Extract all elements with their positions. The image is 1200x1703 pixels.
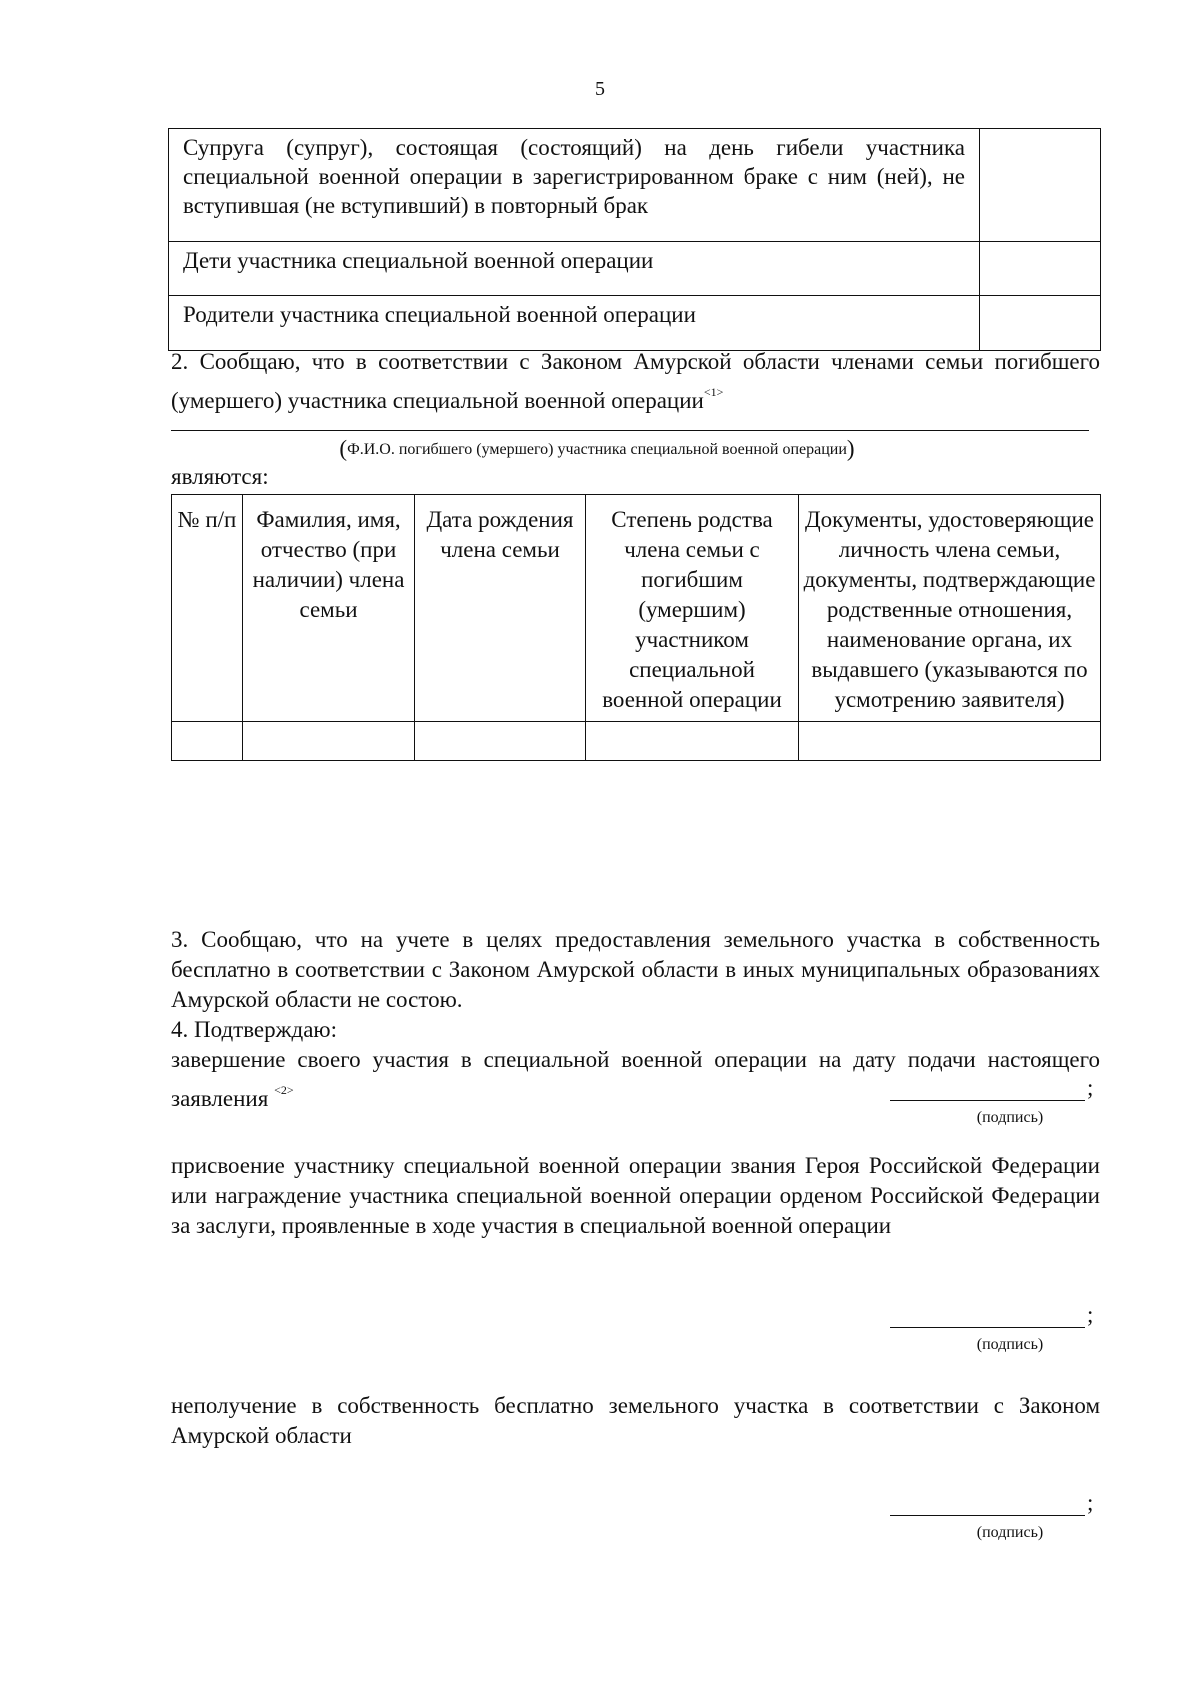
section-2-text: 2. Сообщаю, что в соответствии с Законом Амурской области членами семьи погибшего (умершего) участника специальной военной операции [171,349,1100,413]
category-table [168,128,1101,351]
semicolon: ; [1087,1302,1094,1327]
semicolon: ; [1087,1490,1094,1515]
header-relation: Степень родства члена семьи с погибшим (умершим) участником специальной военной операции [586,495,799,722]
family-table-row [172,722,1101,761]
fio-caption [171,436,1023,462]
signature-caption-2: (подпись) [976,1336,1044,1353]
category-label-spouse: Супруга (супруг), состоящая (состоящий) на день гибели участника специальной военной операции в зарегистрированном браке с ним (ней), не вступившая (не вступивший) в повторный брак [169,129,980,242]
cell-relation[interactable] [586,722,799,761]
section-3-text: 3. Сообщаю, что на учете в целях предоставления земельного участка в собственность бесплатно в соответствии с Законом Амурской области в иных муниципальных образованиях Амурской области не состою. [171,927,1100,1012]
section-2-paragraph [171,347,1100,416]
signature-field-3[interactable] [890,1490,1100,1516]
are-label: являются: [171,464,269,489]
confirm-item-1-text: завершение своего участия в специальной военной операции на дату подачи настоящего заявления [171,1047,1100,1111]
family-table-header [172,495,1101,722]
signature-line-3[interactable] [890,1491,1085,1516]
category-checkbox-parents[interactable] [980,296,1101,351]
signature-line-2[interactable] [890,1303,1085,1328]
fio-input-line[interactable] [171,430,1089,431]
page-number: 5 [595,78,605,100]
category-row-children [169,242,1101,296]
footnote-2-mark: <2> [274,1083,294,1097]
paren-open: ( [339,436,348,461]
confirm-item-3-text: неполучение в собственность бесплатно земельного участка в соответствии с Законом Амурской области [171,1393,1100,1448]
section-4-heading: 4. Подтверждаю: [171,1017,338,1042]
paren-close: ) [846,436,855,461]
signature-caption-1: (подпись) [976,1109,1044,1126]
header-name: Фамилия, имя, отчество (при наличии) члена семьи [243,495,415,722]
category-checkbox-children[interactable] [980,242,1101,296]
category-checkbox-spouse[interactable] [980,129,1101,242]
category-label-parents: Родители участника специальной военной операции [169,296,980,351]
signature-line-1[interactable] [890,1076,1085,1101]
cell-number[interactable] [172,722,243,761]
signature-caption-3: (подпись) [976,1524,1044,1541]
confirm-item-2-text: присвоение участнику специальной военной операции звания Героя Российской Федерации или награждение участника специальной военной операции орденом Российской Федерации за заслуги, проявленные в ходе участия в специальной военной операции [171,1153,1100,1238]
signature-field-1[interactable] [890,1075,1100,1101]
footnote-1-mark: <1> [703,385,724,399]
header-birth-date: Дата рождения члена семьи [415,495,586,722]
cell-name[interactable] [243,722,415,761]
semicolon: ; [1087,1075,1094,1100]
header-documents: Документы, удостоверяющие личность члена семьи, документы, подтверждающие родственные отношения, наименование органа, их выдавшего (указываются по усмотрению заявителя) [799,495,1101,722]
cell-documents[interactable] [799,722,1101,761]
category-row-spouse [169,129,1101,242]
category-row-parents [169,296,1101,351]
fio-caption-text: Ф.И.О. погибшего (умершего) участника специальной военной операции [347,441,847,458]
signature-field-2[interactable] [890,1302,1100,1328]
category-label-children: Дети участника специальной военной операции [169,242,980,296]
family-members-table [171,494,1101,761]
cell-birth-date[interactable] [415,722,586,761]
header-number: № п/п [172,495,243,722]
